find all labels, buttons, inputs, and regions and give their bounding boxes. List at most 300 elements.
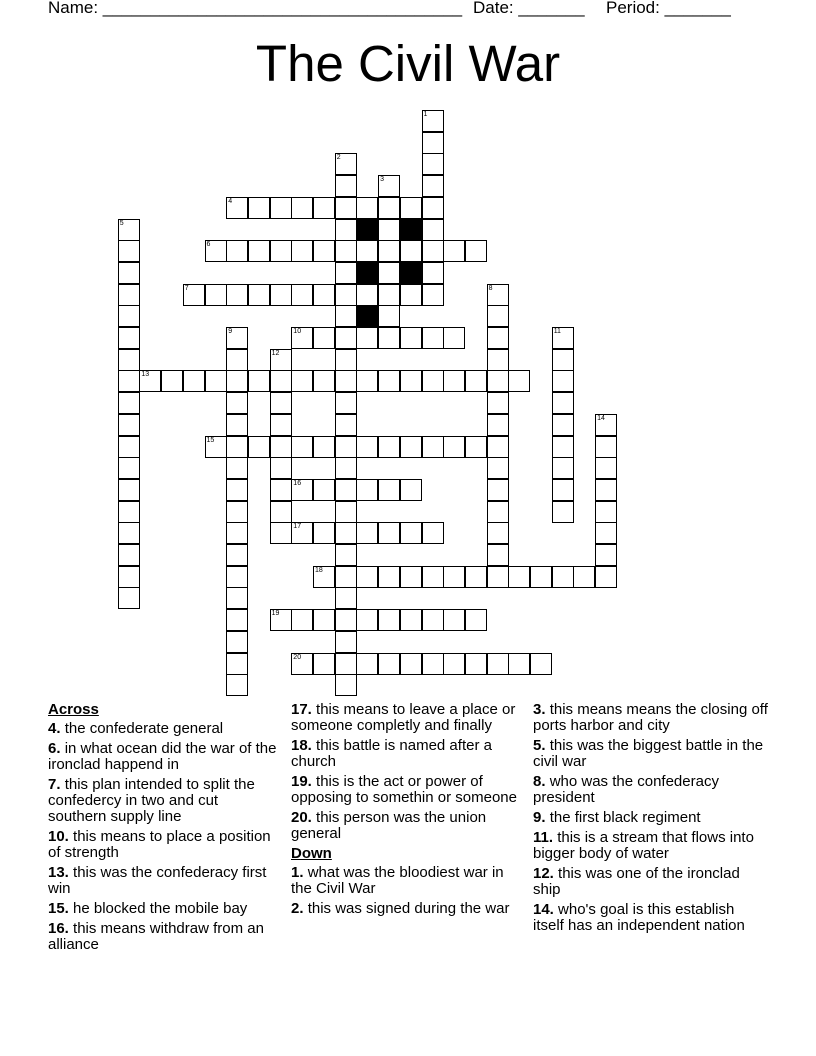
grid-cell[interactable] — [422, 609, 444, 631]
clue-number-label: 2. — [291, 900, 304, 917]
clue-number-label: 14. — [533, 901, 554, 918]
grid-cell[interactable] — [422, 197, 444, 219]
grid-cell[interactable] — [422, 327, 444, 349]
clue-text: this battle is named after a church — [291, 737, 492, 770]
grid-cell[interactable] — [335, 479, 357, 501]
grid-cell[interactable] — [226, 240, 248, 262]
grid-cell[interactable] — [226, 522, 248, 544]
grid-cell[interactable] — [465, 370, 487, 392]
grid-cell[interactable] — [226, 457, 248, 479]
grid-cell[interactable] — [465, 609, 487, 631]
grid-cell[interactable] — [205, 436, 227, 458]
grid-cell[interactable] — [378, 370, 400, 392]
grid-cell[interactable] — [118, 414, 140, 436]
clue-number-label: 7. — [48, 776, 61, 793]
grid-cell[interactable] — [356, 653, 378, 675]
grid-cell[interactable] — [487, 392, 509, 414]
grid-cell[interactable] — [270, 240, 292, 262]
grid-cell[interactable] — [487, 566, 509, 588]
clue-text: this was signed during the war — [307, 900, 510, 917]
grid-cell[interactable] — [226, 327, 248, 349]
grid-cell[interactable] — [378, 197, 400, 219]
grid-cell[interactable] — [335, 392, 357, 414]
clue-text: this means means the closing off ports harbor and city — [533, 701, 768, 734]
clue-number: 19 — [271, 610, 280, 618]
grid-cell[interactable] — [270, 414, 292, 436]
shaded-cell — [400, 219, 422, 241]
grid-cell[interactable] — [400, 436, 422, 458]
grid-cell[interactable] — [400, 197, 422, 219]
grid-cell[interactable] — [595, 522, 617, 544]
grid-cell[interactable] — [270, 457, 292, 479]
grid-cell[interactable] — [335, 587, 357, 609]
grid-cell[interactable] — [205, 284, 227, 306]
grid-cell[interactable] — [400, 327, 422, 349]
grid-cell[interactable] — [335, 501, 357, 523]
down-clue — [533, 774, 768, 806]
across-clue — [291, 810, 521, 842]
grid-cell[interactable] — [487, 305, 509, 327]
grid-cell[interactable] — [183, 284, 205, 306]
grid-cell[interactable] — [487, 522, 509, 544]
grid-cell[interactable] — [226, 392, 248, 414]
grid-cell[interactable] — [356, 436, 378, 458]
grid-cell[interactable] — [118, 392, 140, 414]
grid-cell[interactable] — [378, 436, 400, 458]
clue-text: this plan intended to split the confedercy in two and cut southern supply line — [48, 776, 255, 825]
grid-cell[interactable] — [356, 284, 378, 306]
across-clue — [291, 702, 521, 734]
grid-cell[interactable] — [378, 175, 400, 197]
clue-text: this person was the union general — [291, 809, 487, 842]
grid-cell[interactable] — [487, 436, 509, 458]
grid-cell[interactable] — [573, 566, 595, 588]
grid-cell[interactable] — [118, 370, 140, 392]
name-field[interactable]: Name: ______________________________________ — [48, 0, 463, 17]
across-heading: Across — [48, 701, 99, 718]
grid-cell[interactable] — [487, 414, 509, 436]
grid-cell[interactable] — [161, 370, 183, 392]
grid-cell[interactable] — [226, 349, 248, 371]
grid-cell[interactable] — [378, 653, 400, 675]
clue-number: 10 — [293, 328, 302, 335]
grid-cell[interactable] — [422, 522, 444, 544]
grid-cell[interactable] — [378, 262, 400, 284]
grid-cell[interactable] — [313, 284, 335, 306]
grid-cell[interactable] — [422, 153, 444, 175]
down-clue — [533, 810, 768, 826]
grid-cell[interactable] — [335, 457, 357, 479]
clue-text: he blocked the mobile bay — [73, 900, 248, 917]
grid-cell[interactable] — [270, 370, 292, 392]
grid-cell[interactable] — [465, 240, 487, 262]
grid-cell[interactable] — [291, 284, 313, 306]
grid-cell[interactable] — [552, 566, 574, 588]
grid-cell[interactable] — [226, 414, 248, 436]
across-clue — [48, 865, 278, 897]
grid-cell[interactable] — [270, 349, 292, 371]
clue-number: 9 — [228, 328, 233, 335]
grid-cell[interactable] — [118, 522, 140, 544]
grid-cell[interactable] — [335, 609, 357, 631]
grid-cell[interactable] — [226, 587, 248, 609]
grid-cell[interactable] — [422, 240, 444, 262]
grid-cell[interactable] — [356, 240, 378, 262]
grid-cell[interactable] — [443, 609, 465, 631]
grid-cell[interactable] — [487, 479, 509, 501]
grid-cell[interactable] — [313, 609, 335, 631]
grid-cell[interactable] — [335, 327, 357, 349]
grid-cell[interactable] — [552, 349, 574, 371]
grid-cell[interactable] — [248, 370, 270, 392]
grid-cell[interactable] — [487, 284, 509, 306]
down-heading: Down — [291, 845, 332, 862]
grid-cell[interactable] — [118, 349, 140, 371]
grid-cell[interactable] — [508, 370, 530, 392]
grid-cell[interactable] — [378, 566, 400, 588]
grid-cell[interactable] — [400, 370, 422, 392]
clue-number: 6 — [206, 241, 211, 249]
grid-cell[interactable] — [335, 305, 357, 327]
grid-cell[interactable] — [530, 653, 552, 675]
grid-cell[interactable] — [356, 370, 378, 392]
clue-number: 11 — [553, 328, 561, 335]
grid-cell[interactable] — [270, 284, 292, 306]
grid-cell[interactable] — [139, 370, 161, 392]
grid-cell[interactable] — [356, 522, 378, 544]
clue-number-label: 11. — [533, 829, 554, 846]
clue-number: 3 — [380, 176, 384, 184]
grid-cell[interactable] — [226, 674, 248, 696]
grid-cell[interactable] — [313, 327, 335, 349]
down-clue — [533, 866, 768, 898]
grid-cell[interactable] — [487, 544, 509, 566]
clue-number-label: 1. — [291, 864, 304, 881]
grid-cell[interactable] — [487, 327, 509, 349]
grid-cell[interactable] — [335, 197, 357, 219]
clue-number-label: 19. — [291, 773, 312, 790]
clue-number-label: 20. — [291, 809, 312, 826]
grid-cell[interactable] — [422, 132, 444, 154]
grid-cell[interactable] — [248, 436, 270, 458]
across-clue — [48, 921, 278, 953]
grid-cell[interactable] — [595, 566, 617, 588]
clue-number-label: 15. — [48, 900, 69, 917]
grid-cell[interactable] — [422, 284, 444, 306]
grid-cell[interactable] — [378, 305, 400, 327]
grid-cell[interactable] — [270, 392, 292, 414]
grid-cell[interactable] — [291, 197, 313, 219]
grid-cell[interactable] — [378, 219, 400, 241]
grid-cell[interactable] — [595, 479, 617, 501]
clue-text: the confederate general — [64, 720, 224, 737]
grid-cell[interactable] — [313, 653, 335, 675]
grid-cell[interactable] — [552, 457, 574, 479]
grid-cell[interactable] — [552, 414, 574, 436]
clue-number-label: 13. — [48, 864, 69, 881]
clue-number-label: 6. — [48, 740, 61, 757]
grid-cell[interactable] — [248, 284, 270, 306]
grid-cell[interactable] — [118, 262, 140, 284]
grid-cell[interactable] — [226, 370, 248, 392]
grid-cell[interactable] — [118, 479, 140, 501]
clue-number-label: 16. — [48, 920, 69, 937]
grid-cell[interactable] — [270, 609, 292, 631]
grid-cell[interactable] — [552, 392, 574, 414]
grid-cell[interactable] — [313, 436, 335, 458]
grid-cell[interactable] — [378, 240, 400, 262]
clue-text: in what ocean did the war of the ironclad happend in — [48, 740, 277, 773]
grid-cell[interactable] — [335, 544, 357, 566]
grid-cell[interactable] — [226, 566, 248, 588]
grid-cell[interactable] — [205, 370, 227, 392]
page-title: The Civil War — [255, 35, 561, 92]
grid-cell[interactable] — [335, 219, 357, 241]
grid-cell[interactable] — [270, 436, 292, 458]
clue-number: 16 — [293, 479, 302, 487]
grid-cell[interactable] — [552, 327, 574, 349]
clue-number: 7 — [184, 284, 189, 292]
grid-cell[interactable] — [465, 566, 487, 588]
grid-cell[interactable] — [291, 370, 313, 392]
across-clue — [291, 738, 521, 770]
grid-cell[interactable] — [118, 457, 140, 479]
grid-cell[interactable] — [335, 631, 357, 653]
shaded-cell — [356, 262, 378, 284]
clue-text: this was the confederacy first win — [48, 864, 267, 897]
grid-cell[interactable] — [226, 609, 248, 631]
clue-number: 17 — [293, 523, 302, 531]
grid-cell[interactable] — [226, 653, 248, 675]
grid-cell[interactable] — [400, 479, 422, 501]
grid-cell[interactable] — [422, 219, 444, 241]
grid-cell[interactable] — [595, 544, 617, 566]
grid-cell[interactable] — [118, 284, 140, 306]
grid-cell[interactable] — [270, 479, 292, 501]
grid-cell[interactable] — [291, 479, 313, 501]
clue-text: this means withdraw from an alliance — [48, 920, 264, 953]
across-clue — [48, 829, 278, 861]
date-field[interactable]: Date: _______ — [473, 0, 585, 17]
grid-cell[interactable] — [226, 284, 248, 306]
grid-cell[interactable] — [356, 197, 378, 219]
across-clue — [48, 721, 278, 737]
grid-cell[interactable] — [356, 566, 378, 588]
grid-cell[interactable] — [595, 457, 617, 479]
grid-cell[interactable] — [487, 457, 509, 479]
clue-column-1 — [48, 702, 278, 957]
clue-text: this is the act or power of opposing to somethin or someone — [291, 773, 517, 806]
grid-cell[interactable] — [335, 414, 357, 436]
grid-cell[interactable] — [400, 522, 422, 544]
down-clue — [291, 865, 521, 897]
clue-number: 2 — [336, 154, 341, 162]
grid-cell[interactable] — [335, 284, 357, 306]
clue-number: 15 — [206, 436, 215, 444]
grid-cell[interactable] — [226, 436, 248, 458]
clue-number-label: 18. — [291, 737, 312, 754]
grid-cell[interactable] — [205, 240, 227, 262]
grid-cell[interactable] — [118, 436, 140, 458]
grid-cell[interactable] — [595, 414, 617, 436]
grid-cell[interactable] — [443, 566, 465, 588]
grid-cell[interactable] — [487, 349, 509, 371]
grid-cell[interactable] — [378, 522, 400, 544]
grid-cell[interactable] — [118, 219, 140, 241]
clue-number: 13 — [141, 371, 150, 379]
down-clue — [533, 830, 768, 862]
grid-cell[interactable] — [335, 566, 357, 588]
grid-cell[interactable] — [422, 175, 444, 197]
clue-number-label: 17. — [291, 701, 312, 718]
grid-cell[interactable] — [422, 436, 444, 458]
down-clue — [291, 901, 521, 917]
across-clue — [48, 777, 278, 825]
grid-cell[interactable] — [270, 197, 292, 219]
grid-cell[interactable] — [313, 197, 335, 219]
down-clue — [533, 902, 768, 934]
grid-cell[interactable] — [226, 479, 248, 501]
grid-cell[interactable] — [248, 197, 270, 219]
grid-cell[interactable] — [443, 240, 465, 262]
clue-column-3 — [533, 702, 768, 938]
clue-text: this means to place a position of strength — [48, 828, 271, 861]
grid-cell[interactable] — [552, 370, 574, 392]
down-clue — [533, 702, 768, 734]
clue-number: 4 — [228, 197, 233, 205]
grid-cell[interactable] — [226, 197, 248, 219]
clue-column-2 — [291, 702, 521, 921]
across-clue — [291, 774, 521, 806]
grid-cell[interactable] — [270, 522, 292, 544]
clue-text: this was the biggest battle in the civil war — [533, 737, 764, 770]
grid-cell[interactable] — [226, 631, 248, 653]
grid-cell[interactable] — [400, 566, 422, 588]
grid-cell[interactable] — [313, 566, 335, 588]
grid-cell[interactable] — [118, 327, 140, 349]
grid-cell[interactable] — [400, 284, 422, 306]
grid-cell[interactable] — [226, 544, 248, 566]
grid-cell[interactable] — [378, 284, 400, 306]
grid-cell[interactable] — [291, 609, 313, 631]
period-field[interactable]: Period: _______ — [606, 0, 731, 17]
grid-cell[interactable] — [118, 240, 140, 262]
grid-cell[interactable] — [335, 262, 357, 284]
grid-cell[interactable] — [378, 609, 400, 631]
clue-text: this was one of the ironclad ship — [533, 865, 740, 898]
clue-number: 1 — [423, 111, 428, 118]
clue-number-label: 3. — [533, 701, 546, 718]
clue-text: this is a stream that flows into bigger body of water — [533, 829, 754, 862]
grid-cell[interactable] — [443, 653, 465, 675]
grid-cell[interactable] — [422, 110, 444, 132]
clue-text: what was the bloodiest war in the Civil War — [291, 864, 504, 897]
grid-cell[interactable] — [335, 436, 357, 458]
grid-cell[interactable] — [335, 674, 357, 696]
grid-cell[interactable] — [422, 653, 444, 675]
grid-cell[interactable] — [313, 479, 335, 501]
grid-cell[interactable] — [443, 327, 465, 349]
grid-cell[interactable] — [356, 609, 378, 631]
down-clue — [533, 738, 768, 770]
grid-cell[interactable] — [118, 501, 140, 523]
grid-cell[interactable] — [487, 370, 509, 392]
grid-cell[interactable] — [356, 327, 378, 349]
clue-text: this means to leave a place or someone completly and finally — [291, 701, 516, 734]
clue-number-label: 8. — [533, 773, 546, 790]
grid-cell[interactable] — [313, 240, 335, 262]
grid-cell[interactable] — [422, 566, 444, 588]
clue-number: 14 — [597, 414, 605, 422]
grid-cell[interactable] — [595, 436, 617, 458]
grid-cell[interactable] — [291, 653, 313, 675]
grid-cell[interactable] — [335, 175, 357, 197]
across-clue — [48, 741, 278, 773]
grid-cell[interactable] — [378, 479, 400, 501]
grid-cell[interactable] — [422, 370, 444, 392]
grid-cell[interactable] — [335, 370, 357, 392]
grid-cell[interactable] — [443, 370, 465, 392]
clue-number: 20 — [293, 653, 302, 661]
grid-cell[interactable] — [291, 240, 313, 262]
clue-number: 8 — [488, 284, 493, 292]
grid-cell[interactable] — [248, 240, 270, 262]
grid-cell[interactable] — [118, 544, 140, 566]
clue-number-label: 10. — [48, 828, 69, 845]
grid-cell[interactable] — [335, 522, 357, 544]
grid-cell[interactable] — [335, 349, 357, 371]
grid-cell[interactable] — [356, 479, 378, 501]
grid-cell[interactable] — [422, 262, 444, 284]
grid-cell[interactable] — [313, 522, 335, 544]
grid-cell[interactable] — [443, 436, 465, 458]
grid-cell[interactable] — [552, 479, 574, 501]
grid-cell[interactable] — [291, 436, 313, 458]
grid-cell[interactable] — [465, 653, 487, 675]
grid-cell[interactable] — [400, 240, 422, 262]
grid-cell[interactable] — [487, 653, 509, 675]
grid-cell[interactable] — [183, 370, 205, 392]
grid-cell[interactable] — [595, 501, 617, 523]
clue-number-label: 9. — [533, 809, 546, 826]
grid-cell[interactable] — [226, 501, 248, 523]
grid-cell[interactable] — [118, 566, 140, 588]
grid-cell[interactable] — [335, 153, 357, 175]
grid-cell[interactable] — [552, 436, 574, 458]
grid-cell[interactable] — [530, 566, 552, 588]
grid-cell[interactable] — [118, 587, 140, 609]
grid-cell[interactable] — [335, 653, 357, 675]
shaded-cell — [356, 305, 378, 327]
grid-cell[interactable] — [291, 327, 313, 349]
grid-cell[interactable] — [400, 609, 422, 631]
grid-cell[interactable] — [378, 327, 400, 349]
grid-cell[interactable] — [291, 522, 313, 544]
grid-cell[interactable] — [487, 501, 509, 523]
clue-number: 18 — [315, 566, 323, 574]
grid-cell[interactable] — [508, 653, 530, 675]
clue-number: 12 — [271, 349, 280, 357]
grid-cell[interactable] — [400, 653, 422, 675]
grid-cell[interactable] — [335, 240, 357, 262]
grid-cell[interactable] — [508, 566, 530, 588]
grid-cell[interactable] — [270, 501, 292, 523]
clue-number-label: 12. — [533, 865, 554, 882]
grid-cell[interactable] — [313, 370, 335, 392]
grid-cell[interactable] — [552, 501, 574, 523]
grid-cell[interactable] — [118, 305, 140, 327]
grid-cell[interactable] — [465, 436, 487, 458]
